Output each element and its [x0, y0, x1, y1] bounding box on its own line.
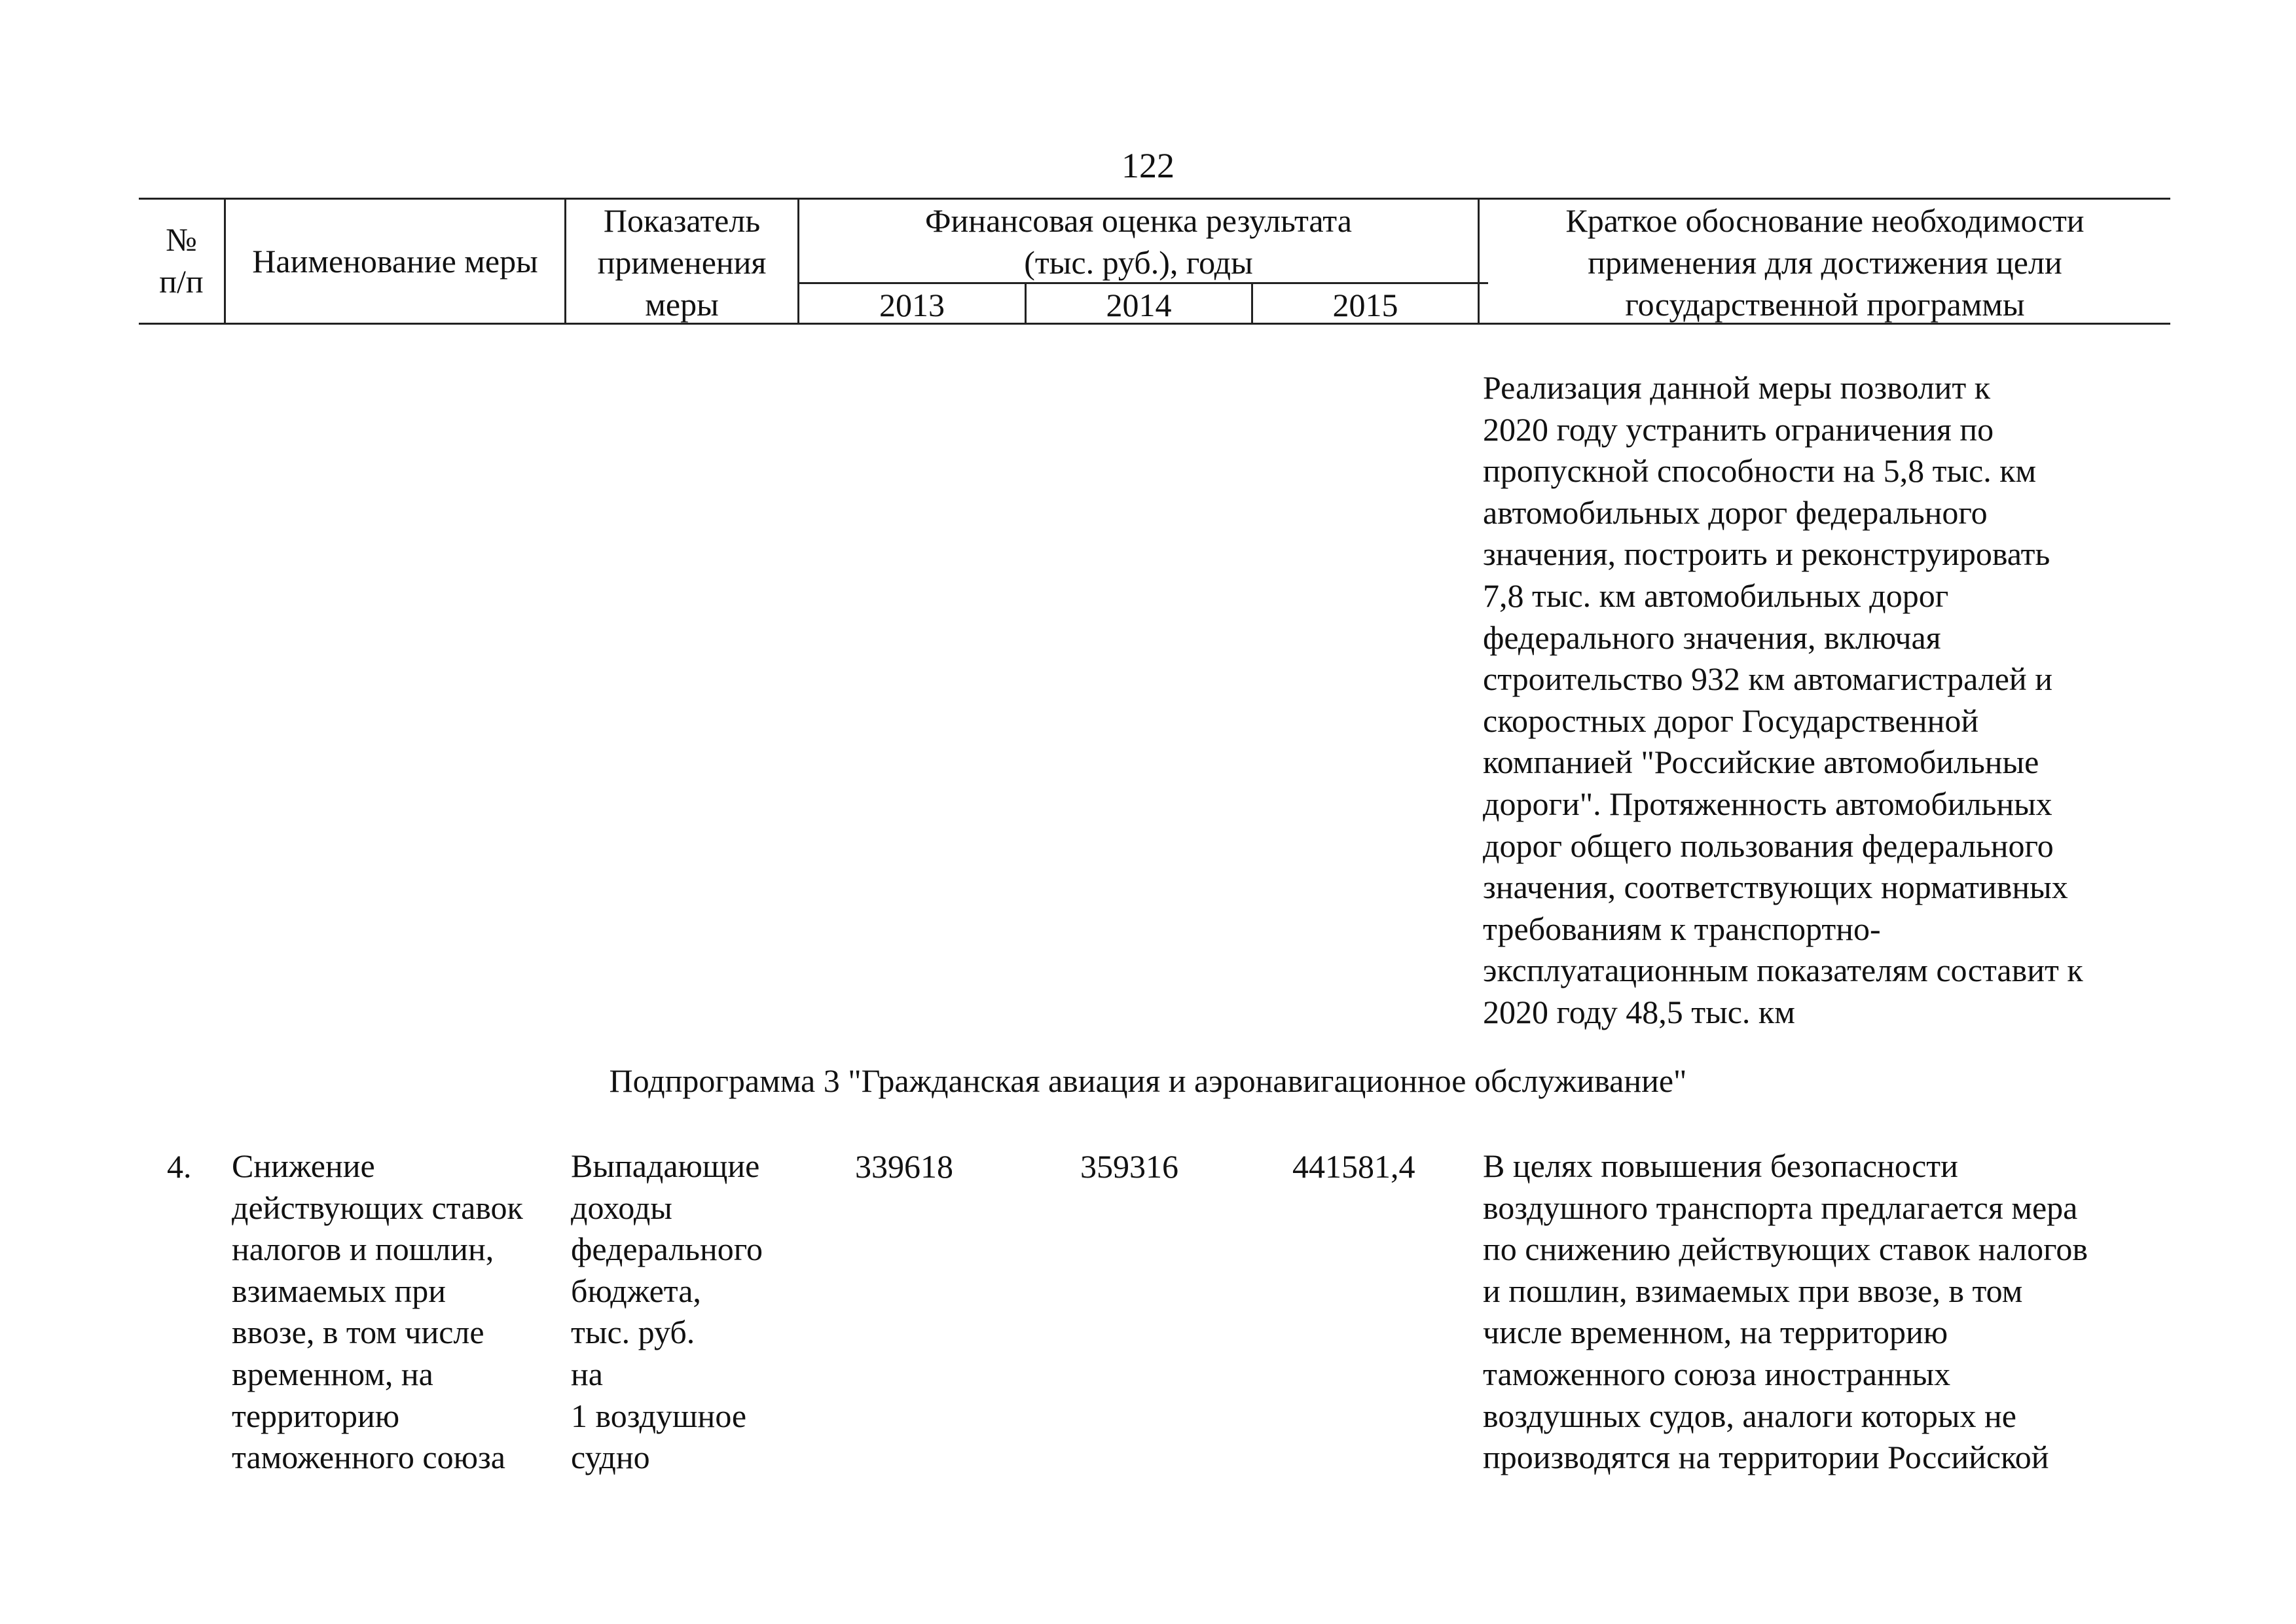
header-name: Наименование меры: [252, 243, 538, 280]
row-justification: В целях повышения безопасности воздушного транспорта предлагается мера по снижению действующих ставок налогов и пошлин, взимаемых при ввозе, в том числе временном, на территорию таможенного союза иностранных воздушных судов, аналоги которых не производятся на территории Российской: [1483, 1147, 2088, 1476]
subprogram-title: Подпрограмма 3 "Гражданская авиация и аэронавигационное обслуживание": [609, 1062, 1687, 1099]
page-number: 122: [1121, 146, 1175, 185]
row-value-2013: 339618: [855, 1148, 953, 1185]
header-year-2014: 2014: [1106, 287, 1172, 323]
row-number: 4.: [167, 1148, 192, 1185]
header-no: № п/п: [159, 221, 204, 300]
continuation-text: Реализация данной меры позволит к 2020 году устранить ограничения по пропускной способности на 5,8 тыс. км автомобильных дорог федерального значения, построить и реконструировать 7,8 тыс. км автомобильных дорог федерального значения, включая строительство 932 км автомагистралей и скоростных дорог Государственной компанией "Российские автомобильные дороги". Протяженность автомобильных дорог общего пользования федерального значения, соответствующих нормативных требованиям к транспортно- эксплуатационным показателям составит к 2020 году 48,5 тыс. км: [1483, 369, 2083, 1030]
header-year-2013: 2013: [879, 287, 945, 323]
header-finance: Финансовая оценка результата (тыс. руб.), годы: [925, 202, 1352, 281]
header-indicator: Показатель применения меры: [597, 202, 767, 323]
row-value-2015: 441581,4: [1292, 1148, 1415, 1185]
header-year-2015: 2015: [1332, 287, 1398, 323]
row-value-2014: 359316: [1080, 1148, 1178, 1185]
row-indicator: Выпадающие доходы федерального бюджета, тыс. руб. на 1 воздушное судно: [571, 1147, 763, 1476]
header-justification: Краткое обоснование необходимости применения для достижения цели государственной программы: [1565, 202, 2085, 323]
row-measure-name: Снижение действующих ставок налогов и пошлин, взимаемых при ввозе, в том числе временном, на территорию таможенного союза: [232, 1147, 523, 1476]
